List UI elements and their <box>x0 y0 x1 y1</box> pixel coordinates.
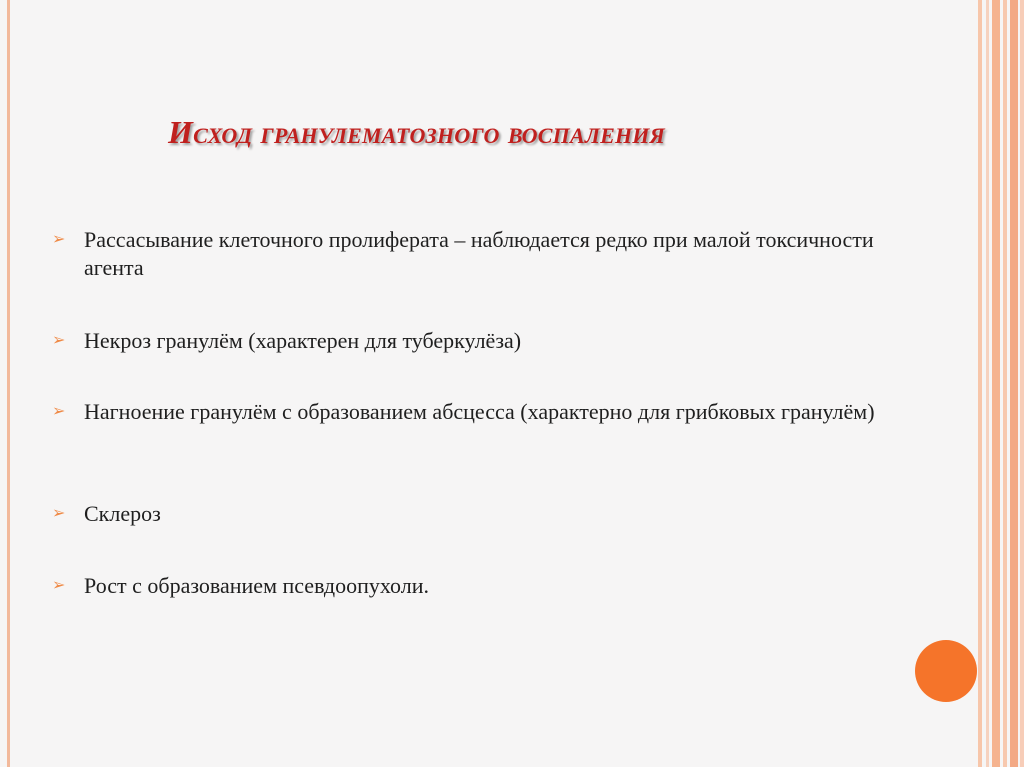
bullet-text: Склероз <box>84 501 161 526</box>
arrow-bullet-icon: ➢ <box>52 503 66 522</box>
arrow-bullet-icon: ➢ <box>52 575 66 594</box>
bullet-text: Нагноение гранулём с образованием абсцесса (характерно для грибковых гранулём) <box>84 399 875 424</box>
arrow-bullet-icon: ➢ <box>52 330 66 349</box>
orange-circle-decoration <box>915 640 977 702</box>
arrow-bullet-icon: ➢ <box>52 229 66 248</box>
bullet-text: Рост с образованием псевдоопухоли. <box>84 573 429 598</box>
bullet-text: Некроз гранулём (характерен для туберкулёза) <box>84 328 522 353</box>
arrow-bullet-icon: ➢ <box>52 401 66 420</box>
slide-title: Исход гранулематозного воспаления <box>168 114 665 150</box>
bullet-text: Рассасывание клеточного пролиферата – наблюдается редко при малой токсичности агента <box>84 227 874 280</box>
